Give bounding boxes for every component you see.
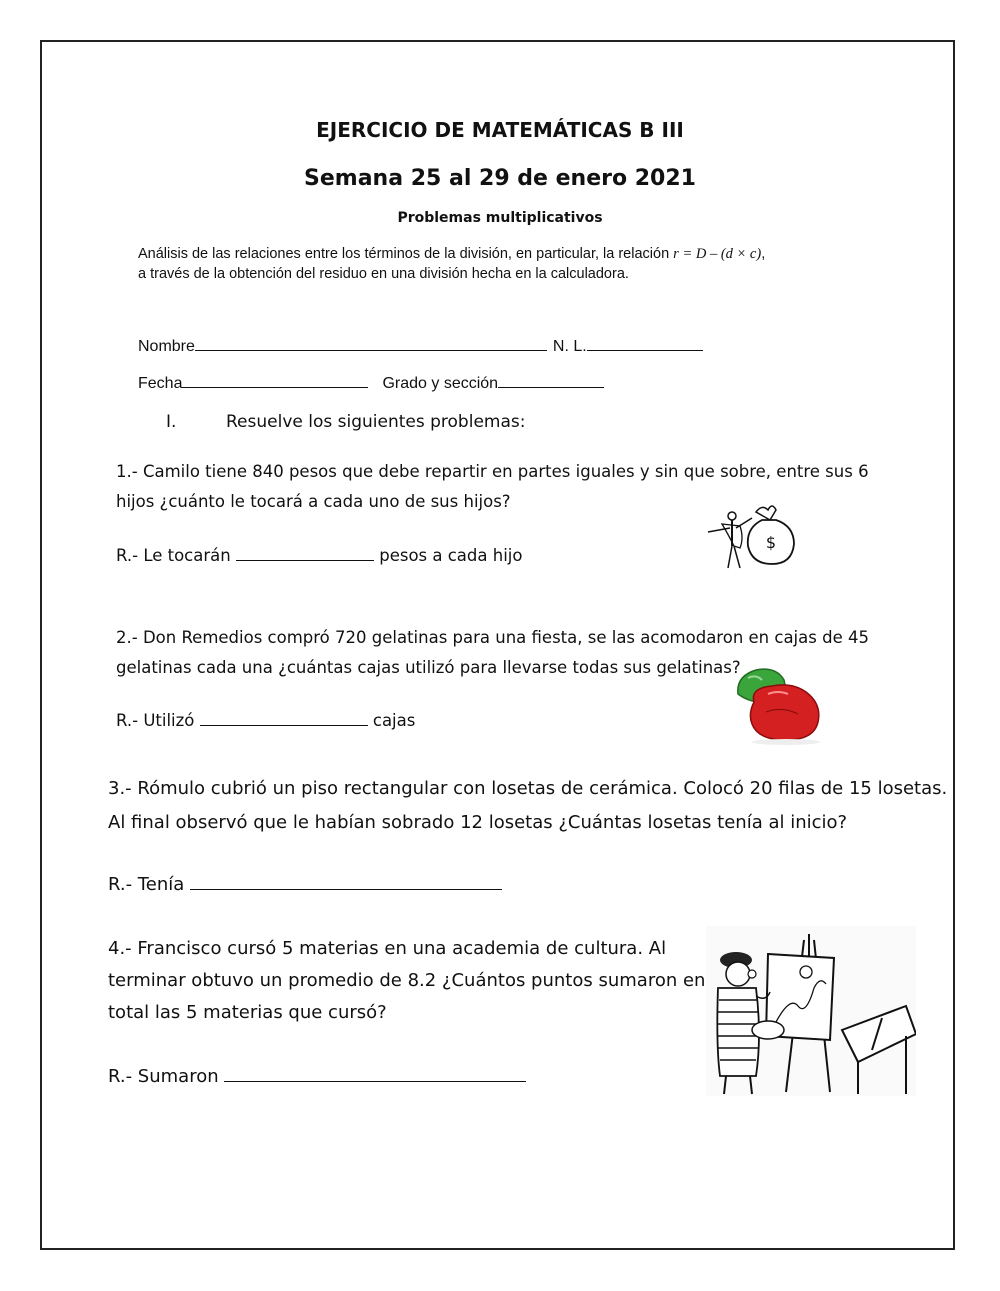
problem-2-answer-blank[interactable] [200, 711, 368, 726]
intro-text-line2: a través de la obtención del residuo en una división hecha en la calculadora. [138, 266, 629, 282]
problem-1-answer-blank[interactable] [236, 546, 374, 561]
problem-4-answer-blank[interactable] [224, 1067, 526, 1082]
name-label: Nombre [138, 338, 195, 355]
problem-3-answer-prefix: R.- Tenía [108, 874, 185, 895]
painter-illustration [706, 926, 916, 1096]
section-title: Resuelve los siguientes problemas: [226, 412, 526, 432]
intro-formula: r = D – (d × c) [673, 246, 762, 262]
week-subtitle: Semana 25 al 29 de enero 2021 [304, 166, 696, 191]
problem-4-answer-prefix: R.- Sumaron [108, 1066, 219, 1087]
intro-paragraph [138, 244, 858, 284]
problem-4-line-1: 4.- Francisco cursó 5 materias en una academia de cultura. Al [108, 938, 667, 959]
problem-4-line-3: total las 5 materias que cursó? [108, 1002, 387, 1023]
nl-label: N. L. [552, 338, 587, 355]
money-bag-illustration [700, 498, 810, 574]
gelatin-illustration [732, 664, 828, 746]
problem-4-answer [108, 1066, 526, 1087]
problem-3-answer-blank[interactable] [190, 875, 502, 890]
date-label: Fecha [138, 375, 183, 392]
grade-field[interactable] [498, 373, 604, 388]
problem-3-line-2: Al final observó que le habían sobrado 12 losetas ¿Cuántas losetas tenía al inicio? [108, 812, 848, 833]
section-numeral: I. [166, 412, 177, 432]
date-field[interactable] [182, 373, 368, 388]
problem-4-line-2: terminar obtuvo un promedio de 8.2 ¿Cuántos puntos sumaron en [108, 970, 706, 991]
intro-text-b: , [761, 246, 766, 262]
date-row [138, 373, 604, 393]
problem-3-line-1: 3.- Rómulo cubrió un piso rectangular con losetas de cerámica. Colocó 20 filas de 15 losetas. [108, 778, 948, 799]
problem-1-line-1: 1.- Camilo tiene 840 pesos que debe repartir en partes iguales y sin que sobre, entre sus 6 [116, 462, 869, 481]
problem-2-answer [116, 711, 415, 730]
intro-text-a: Análisis de las relaciones entre los términos de la división, en particular, la relación [138, 246, 674, 262]
name-field[interactable] [195, 336, 547, 351]
problem-1-answer [116, 546, 522, 565]
topic-heading: Problemas multiplicativos [397, 210, 603, 226]
problem-3-answer [108, 874, 502, 895]
problem-2-answer-suffix: cajas [372, 711, 416, 730]
name-row [138, 336, 703, 356]
problem-2-line-1: 2.- Don Remedios compró 720 gelatinas para una fiesta, se las acomodaron en cajas de 45 [116, 628, 869, 647]
grade-label: Grado y sección [382, 375, 499, 392]
problem-1-answer-prefix: R.- Le tocarán [116, 546, 231, 565]
problem-2-answer-prefix: R.- Utilizó [116, 711, 195, 730]
worksheet-title: EJERCICIO DE MATEMÁTICAS B III [316, 118, 684, 142]
problem-1-answer-suffix: pesos a cada hijo [379, 546, 523, 565]
problem-2-line-2: gelatinas cada una ¿cuántas cajas utilizó para llevarse todas sus gelatinas? [116, 658, 741, 677]
nl-field[interactable] [587, 336, 703, 351]
money-bag-symbol: $ [765, 533, 777, 552]
problem-1-line-2: hijos ¿cuánto le tocará a cada uno de sus hijos? [116, 492, 511, 511]
